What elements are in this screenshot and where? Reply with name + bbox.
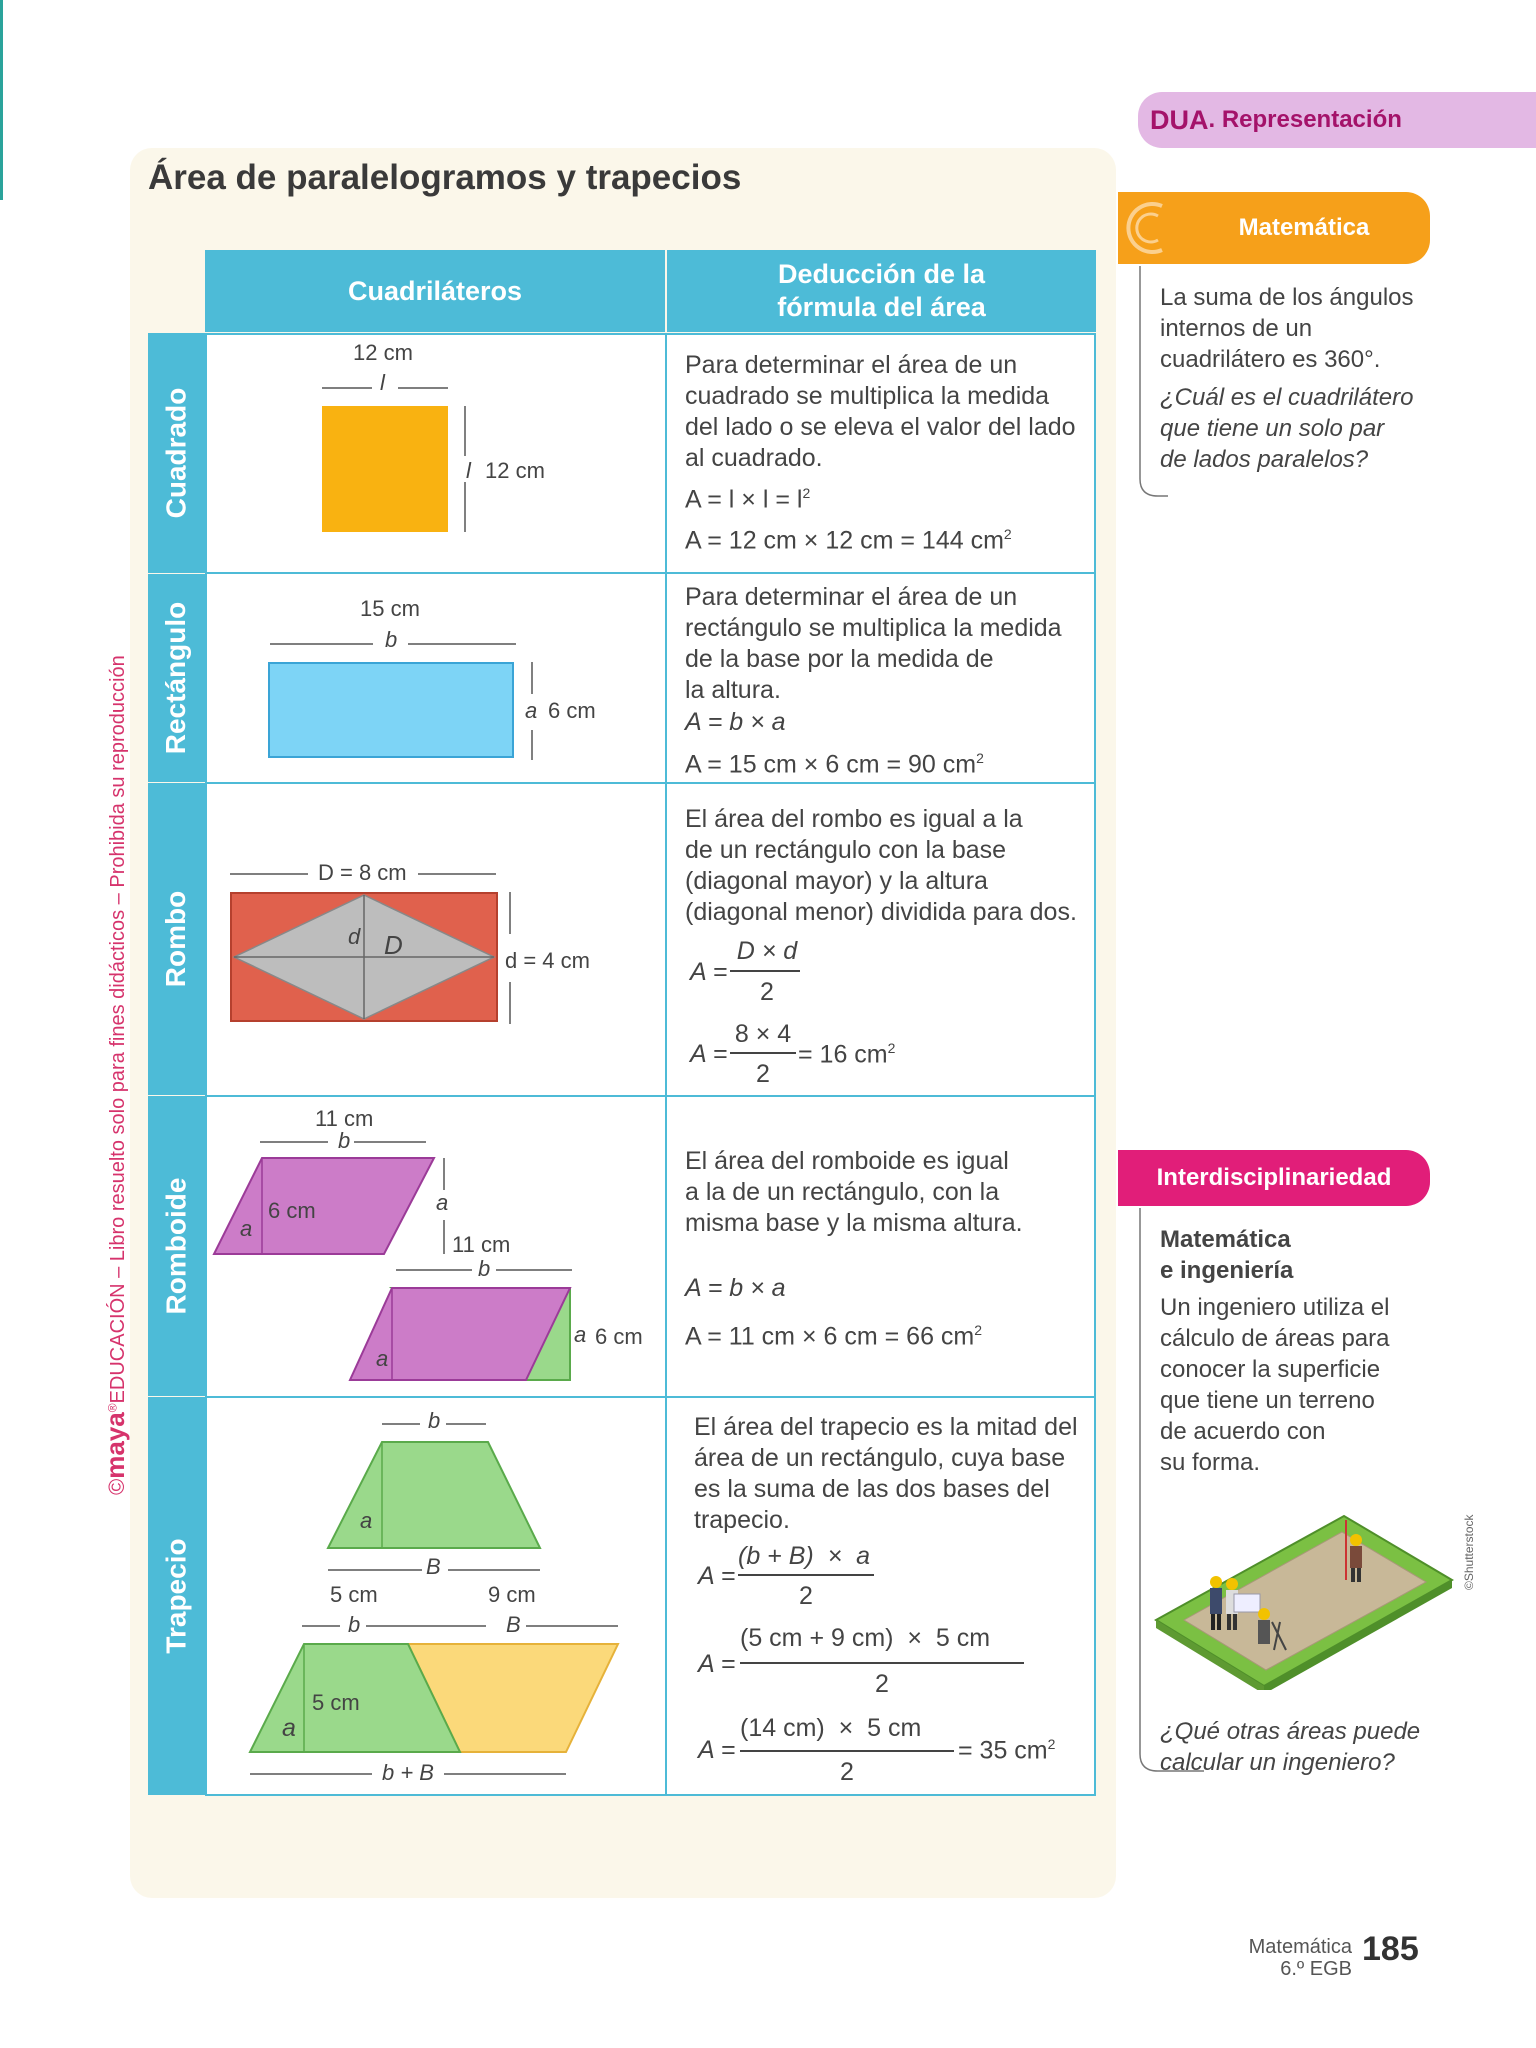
inter-title: Matemática e ingeniería xyxy=(1160,1226,1294,1284)
cuadrado-top-dim: 12 cm xyxy=(353,340,413,365)
page-title: Área de paralelogramos y trapecios xyxy=(148,158,742,197)
cuadrado-side-var: l xyxy=(466,458,471,483)
page-number: 185 xyxy=(1362,1930,1419,1968)
trapezoid-shape xyxy=(326,1440,544,1552)
trapecio-f2-lhs: A = xyxy=(698,1650,736,1678)
row-label-trapecio: Trapecio xyxy=(148,1397,205,1795)
math-question: ¿Cuál es el cuadrilátero que tiene un solo par de lados paralelos? xyxy=(1160,384,1414,473)
engineering-terrain-illustration xyxy=(1154,1510,1454,1690)
trapecio-f3-lhs: A = xyxy=(698,1736,736,1764)
trapezoid-composite-shape xyxy=(248,1642,622,1756)
rombo-side-label: d = 4 cm xyxy=(505,948,590,973)
trapecio-in-a: a xyxy=(360,1508,373,1533)
romboide-side2-var: a xyxy=(574,1322,587,1347)
trapecio-f1-num: (b + B) × a xyxy=(738,1542,871,1570)
rhombus-shape xyxy=(230,892,500,1024)
rectangle-shape xyxy=(268,662,514,758)
rombo-f2-rhs: = 16 $cm^2$ xyxy=(798,1040,896,1069)
trapecio-b-var: b xyxy=(348,1612,361,1637)
brand-logo: maya xyxy=(100,1412,130,1479)
rectangulo-side-var: a xyxy=(525,698,538,723)
rombo-in-D: D xyxy=(384,930,403,960)
romboide-formula-2: A = 11 cm × 6 cm = 66 $cm^2$ xyxy=(685,1322,983,1351)
rombo-f2-lhs: A = xyxy=(690,1040,728,1068)
rombo-top-label: D = 8 cm xyxy=(318,860,407,885)
row-label-rectangulo: Rectángulo xyxy=(148,574,205,782)
trapecio-f2-num: (5 cm + 9 cm) × 5 cm xyxy=(740,1624,991,1652)
trapecio-f3-rhs: = 35 $cm^2$ xyxy=(958,1736,1056,1765)
cuadrado-top-line xyxy=(320,370,450,400)
trapecio-B-dim: 9 cm xyxy=(488,1582,536,1607)
row-label-romboide: Romboide xyxy=(148,1096,205,1396)
cuadrado-top-var: l xyxy=(380,370,385,395)
trapecio-in2-dim: 5 cm xyxy=(312,1690,360,1715)
trapecio-f1-lhs: A = xyxy=(698,1562,736,1590)
math-c-icon-overlay xyxy=(1118,196,1172,260)
rectangulo-formula-1: A = b × a xyxy=(685,708,786,736)
romboide-a2: a xyxy=(436,1190,449,1215)
math-text: La suma de los ángulos internos de un cuadrilátero es 360°. xyxy=(1160,284,1414,373)
trapecio-bottom-var: B xyxy=(426,1554,441,1579)
romboide-a1: a xyxy=(240,1216,253,1241)
rectangulo-formula-2: A = 15 cm × 6 cm = 90 $cm^2$ xyxy=(685,750,984,779)
row-label-rombo: Rombo xyxy=(148,783,205,1095)
rombo-f1-den: 2 xyxy=(760,978,774,1006)
header-cuadrilateros: Cuadriláteros xyxy=(205,250,665,332)
trapecio-top-var: b xyxy=(428,1408,441,1433)
inter-question: ¿Qué otras áreas puede calcular un ingeniero? xyxy=(1160,1718,1421,1776)
romboide-top1-dim: 11 cm xyxy=(315,1106,374,1131)
trapecio-b-dim: 5 cm xyxy=(330,1582,378,1607)
rectangulo-text: Para determinar el área de un rectángulo se multiplica la medida de la base por la medida de la altura. xyxy=(685,583,1062,704)
math-tab: Matemática xyxy=(1118,192,1430,264)
cuadrado-formula-1: $A = l \times l = l^2$ xyxy=(685,485,811,514)
trapecio-f2-bar xyxy=(740,1662,1024,1664)
trapecio-B-var: B xyxy=(506,1612,521,1637)
trapecio-f2-den: 2 xyxy=(875,1670,889,1698)
rombo-f2-bar xyxy=(730,1052,796,1054)
trapecio-sum-label: b + B xyxy=(382,1760,434,1785)
romboide-side2-dim: 6 cm xyxy=(595,1324,643,1349)
romboide-a3: a xyxy=(376,1346,389,1371)
rectangulo-top-var: b xyxy=(385,627,398,652)
trapecio-f3-bar xyxy=(740,1750,954,1752)
cuadrado-side-line xyxy=(455,404,475,534)
trapecio-text: El área del trapecio es la mitad del área de un rectángulo, cuya base es la suma de las dos bases del trapecio. xyxy=(694,1413,1078,1534)
rombo-f1-lhs: A = xyxy=(690,958,728,986)
cuadrado-side-dim: 12 cm xyxy=(485,458,545,483)
rectangulo-top-dim: 15 cm xyxy=(360,596,420,621)
trapecio-f3-num: (14 cm) × 5 cm xyxy=(740,1714,922,1742)
rombo-f2-den: 2 xyxy=(756,1060,770,1088)
romboide-top2-dim: 11 cm xyxy=(452,1232,511,1257)
edge-line xyxy=(0,0,3,200)
trapecio-in2-a: a xyxy=(282,1714,296,1742)
rombo-f1-bar xyxy=(730,970,800,972)
row-label-cuadrado: Cuadrado xyxy=(148,333,205,573)
romboide-in-dim: 6 cm xyxy=(268,1198,316,1223)
copyright-vertical: ©maya®EDUCACIÓN – Libro resuelto solo para fines didácticos – Prohibida su reproducción xyxy=(100,655,130,1495)
rombo-in-d: d xyxy=(348,924,361,949)
dua-tab: DUA . Representación xyxy=(1138,92,1536,148)
trapecio-f1-den: 2 xyxy=(799,1582,813,1610)
inter-text: Un ingeniero utiliza el cálculo de áreas para conocer la superficie que tiene un terreno de acuerdo con su forma. xyxy=(1160,1294,1390,1476)
romboide-top2-var: b xyxy=(478,1256,491,1281)
rombo-f2-num: 8 × 4 xyxy=(734,1020,792,1048)
footer-subject-grade: Matemática 6.º EGB xyxy=(1248,1936,1352,1980)
romboide-text: El área del romboide es igual a la de un rectángulo, con la misma base y la misma altura. xyxy=(685,1147,1023,1237)
interdisciplinariedad-tab: Interdisciplinariedad xyxy=(1118,1150,1430,1206)
square-shape xyxy=(322,406,448,532)
cuadrado-formula-2: A = 12 cm × 12 cm = 144 $cm^2$ xyxy=(685,526,1012,555)
cell-text-romboide xyxy=(665,1095,1096,1398)
romboide-top1-var: b xyxy=(338,1128,351,1153)
romboide-formula-1: A = b × a xyxy=(685,1274,786,1302)
rectangulo-side-dim: 6 cm xyxy=(548,698,596,723)
rombo-f1-num: D × d xyxy=(736,937,798,965)
trapecio-f3-den: 2 xyxy=(840,1758,854,1786)
cuadrado-text: Para determinar el área de un cuadrado se multiplica la medida del lado o se eleva el valor del lado al cuadrado. xyxy=(685,351,1076,472)
rombo-text: El área del rombo es igual a la de un rectángulo con la base (diagonal mayor) y la altura (diagonal menor) dividida para dos. xyxy=(685,805,1077,926)
header-deduccion: Deducción de la fórmula del área xyxy=(667,250,1096,332)
trapecio-f1-bar xyxy=(738,1574,874,1576)
image-credit: ©Shutterstock xyxy=(1462,1514,1476,1590)
